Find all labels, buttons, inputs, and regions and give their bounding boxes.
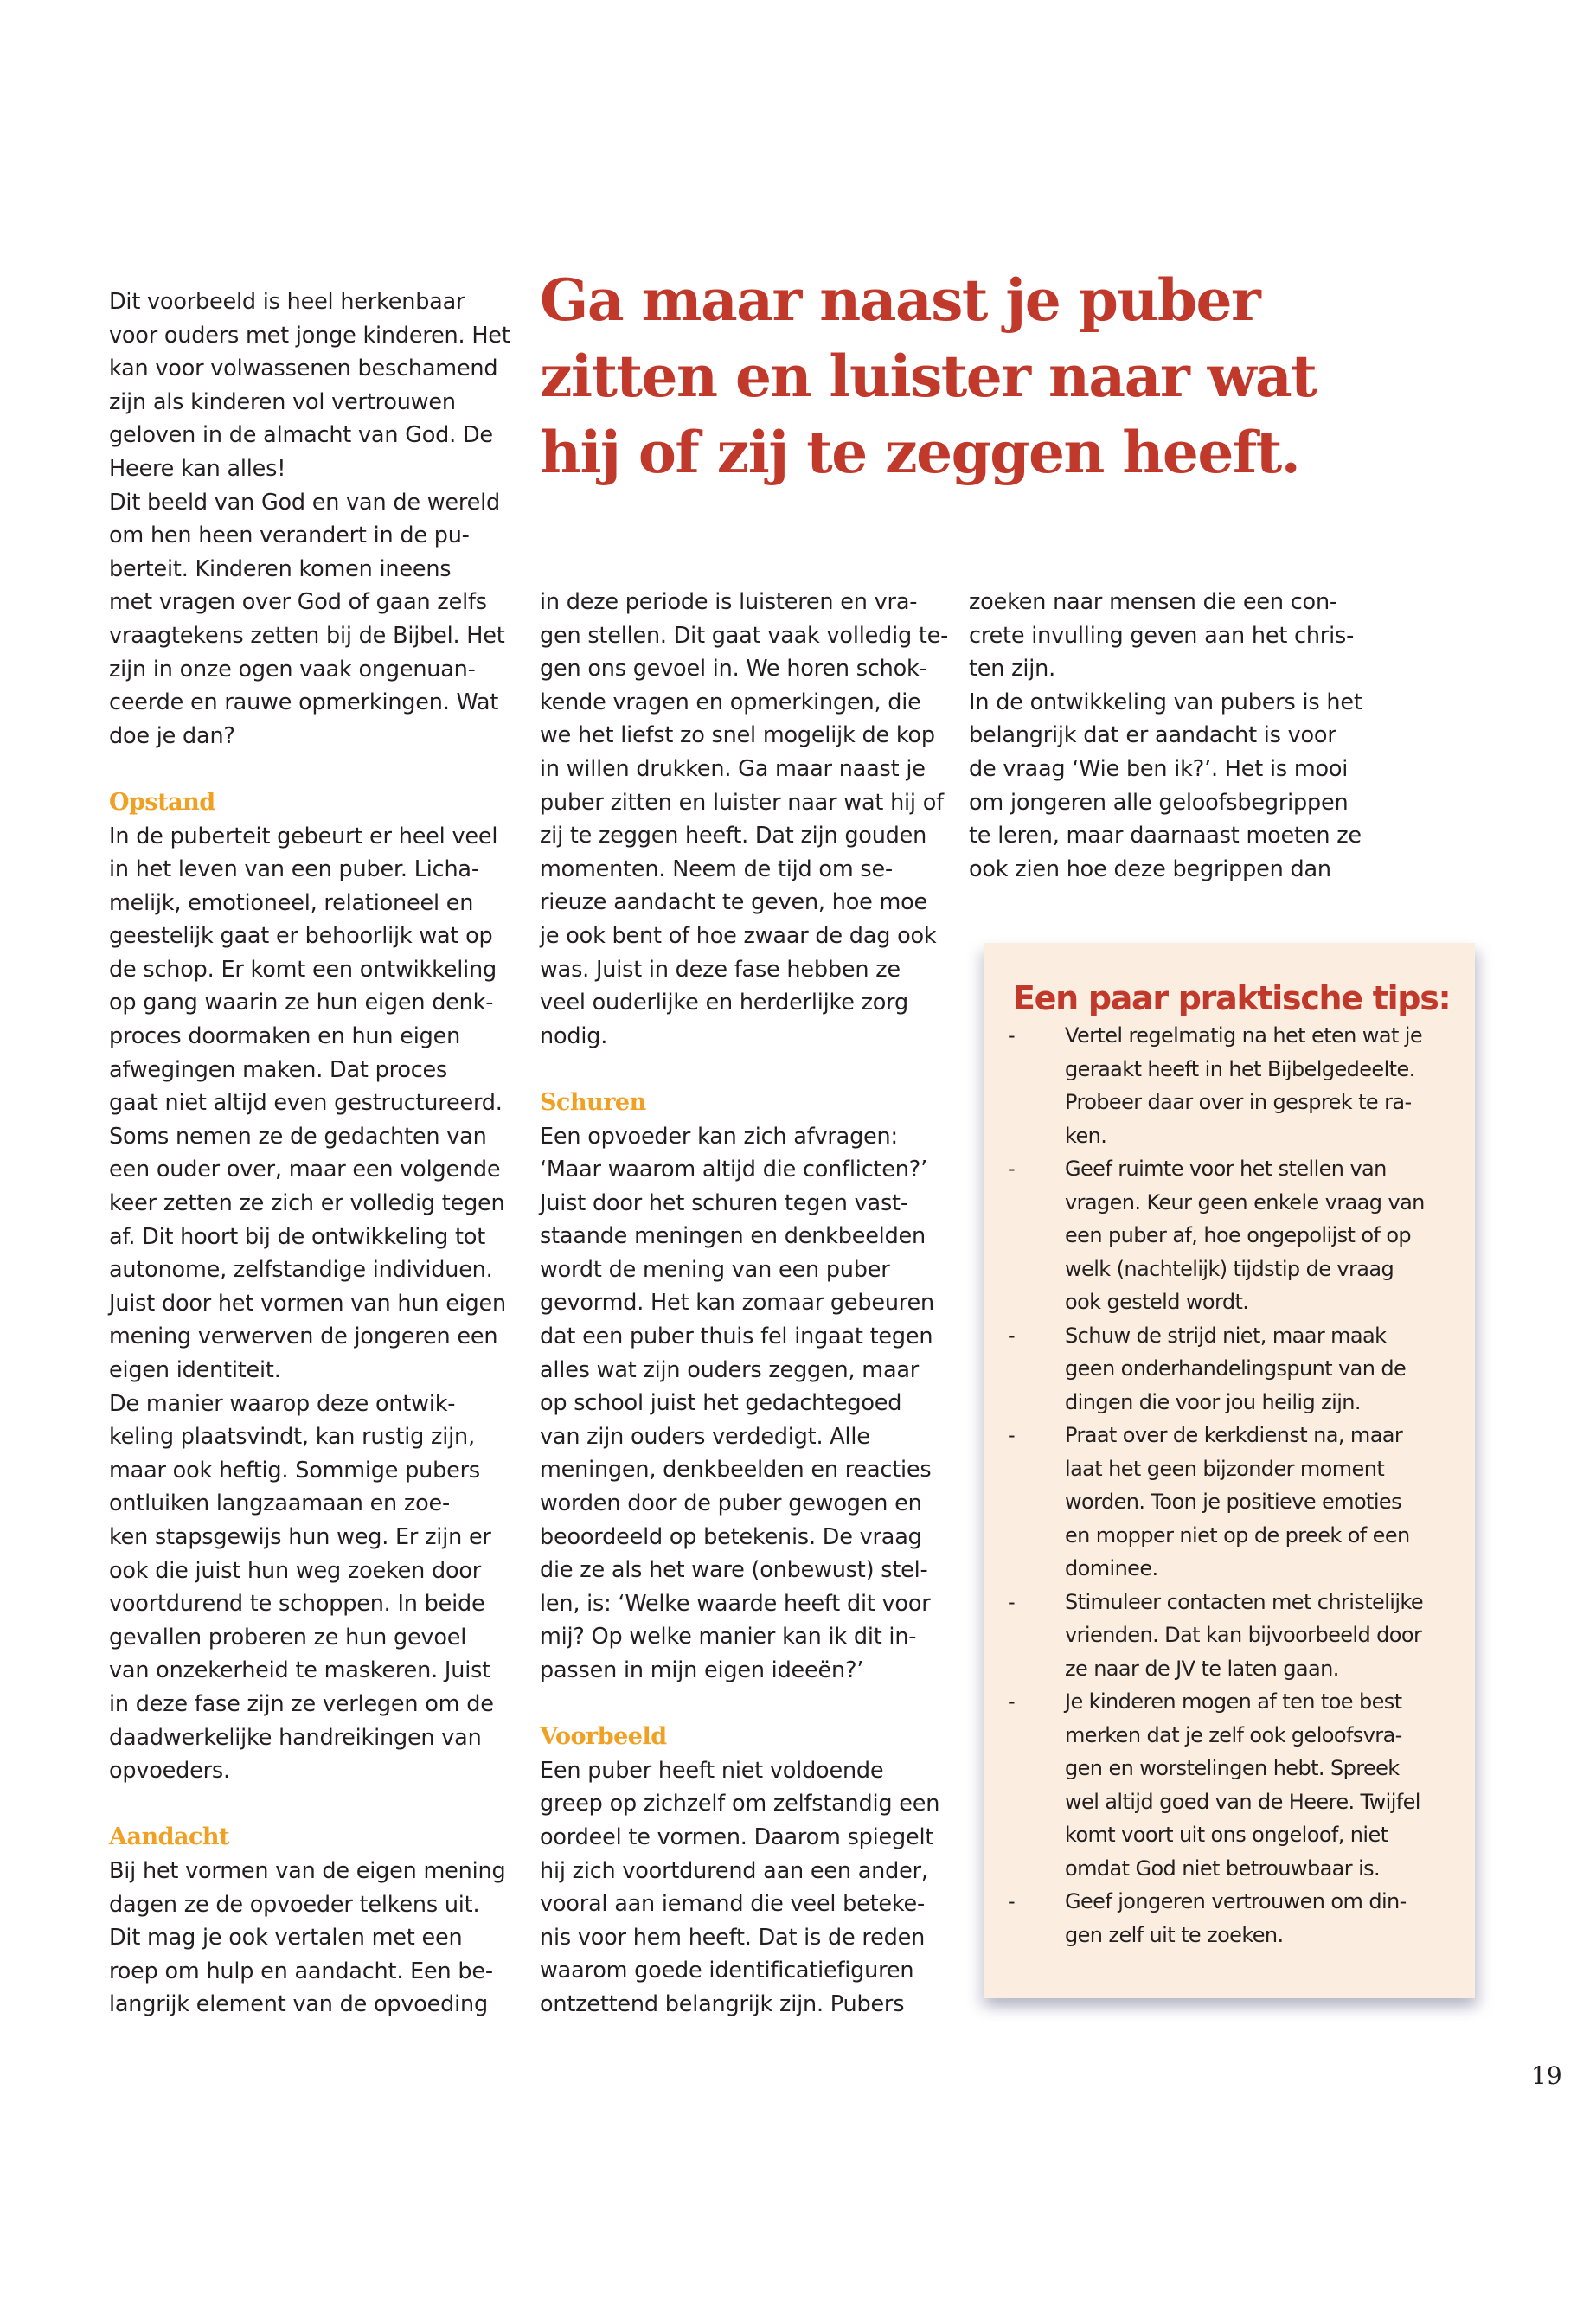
tip-line: vragen. Keur geen enkele vraag van [1065,1189,1425,1215]
text-line: Dit mag je ook vertalen met een [109,1925,463,1952]
dash-bullet-icon: - [1008,1423,1016,1447]
tip-line: ken. [1065,1123,1107,1148]
paragraph-gap [540,1688,946,1721]
tip-line: dingen die voor jou heilig zijn. [1065,1389,1361,1414]
tips-title: Een paar praktische tips: [1013,979,1451,1017]
text-line: ‘Maar waarom altijd die conflicten?’ [540,1157,928,1183]
paragraph-gap [109,753,516,786]
text-line: voortdurend te schoppen. In beide [109,1591,485,1618]
tip-line: Je kinderen mogen af ten toe best [1065,1689,1402,1714]
text-line: waarom goede identificatiefiguren [540,1958,914,1984]
text-line: van onzekerheid te maskeren. Juist [109,1657,490,1684]
tip-line: gen zelf uit te zoeken. [1065,1922,1284,1947]
text-line: Juist door het vormen van hun eigen [109,1290,506,1317]
text-line: in willen drukken. Ga maar naast je [540,755,926,782]
dash-bullet-icon: - [1008,1023,1016,1048]
text-line: Juist door het schuren tegen vast- [540,1189,908,1216]
section-heading: Aandacht [109,1823,229,1851]
text-line: vooral aan iemand die veel beteke- [540,1891,926,1918]
text-line: In de ontwikkeling van pubers is het [969,689,1362,715]
text-line: dagen ze de opvoeder telkens uit. [109,1891,480,1918]
text-line: proces doormaken en hun eigen [109,1023,461,1050]
tip-line: Probeer daar over in gesprek te ra- [1065,1090,1412,1114]
text-line: eigen identiteit. [109,1357,281,1383]
text-line: crete invulling geven aan het chris- [969,622,1355,649]
headline-line: hij of zij te zeggen heeft. [540,419,1300,486]
tip-line: laat het geen bijzonder moment [1065,1456,1385,1481]
text-line: de vraag ‘Wie ben ik?’. Het is mooi [969,755,1349,782]
text-line: ook die juist hun weg zoeken door [109,1557,482,1584]
text-line: we het liefst zo snel mogelijk de kop [540,722,935,749]
tip-line: wel altijd goed van de Heere. Twijfel [1065,1789,1420,1814]
page-number: 19 [1531,2061,1562,2090]
tip-line: vrienden. Dat kan bijvoorbeeld door [1065,1623,1422,1647]
tip-line: en mopper niet op de preek of een [1065,1522,1410,1548]
text-line: was. Juist in deze fase hebben ze [540,956,901,983]
text-line: beoordeeld op betekenis. De vraag [540,1523,922,1550]
text-line: de schop. Er komt een ontwikkeling [109,956,497,983]
tip-line: Geef jongeren vertrouwen om din- [1065,1889,1407,1913]
text-line: maar ook heftig. Sommige pubers [109,1457,480,1484]
tips-list [1008,1019,1466,1952]
text-line: hij zich voortdurend aan een ander, [540,1857,928,1884]
text-line: je ook bent of hoe zwaar de dag ook [540,922,937,949]
paragraph-gap [540,1053,946,1086]
text-line: geestelijk gaat er behoorlijk wat op [109,923,493,950]
text-line: ken stapsgewijs hun weg. Er zijn er [109,1523,491,1550]
tip-line: Vertel regelmatig na het eten wat je [1065,1023,1423,1048]
text-line: zijn in onze ogen vaak ongenuan- [109,656,476,683]
text-line: gen stellen. Dit gaat vaak volledig te- [540,622,949,649]
text-line: die ze als het ware (onbewust) stel- [540,1557,928,1584]
text-line: keling plaatsvindt, kan rustig zijn, [109,1424,475,1451]
text-line: in het leven van een puber. Licha- [109,856,479,883]
tip-line: geen onderhandelingspunt van de [1065,1356,1407,1381]
text-line: greep op zichzelf om zelfstandig een [540,1791,940,1817]
text-line: ook zien hoe deze begrippen dan [969,856,1331,882]
text-line: belangrijk dat er aandacht is voor [969,722,1336,749]
text-line: Heere kan alles! [109,455,286,482]
tip-line: Schuw de strijd niet, maar maak [1065,1323,1387,1348]
text-line: momenten. Neem de tijd om se- [540,856,893,882]
text-line: een ouder over, maar een volgende [109,1157,501,1183]
text-line: te leren, maar daarnaast moeten ze [969,823,1362,849]
tip-line: omdat God niet betrouwbaar is. [1065,1856,1381,1881]
text-line: gen ons gevoel in. We horen schok- [540,656,927,683]
text-line: len, is: ‘Welke waarde heeft dit voor [540,1590,931,1617]
tip-line: merken dat je zelf ook geloofsvra- [1065,1722,1402,1747]
text-line: alles wat zijn ouders zeggen, maar [540,1356,920,1383]
text-line: nodig. [540,1022,608,1049]
text-line: ceerde en rauwe opmerkingen. Wat [109,689,499,716]
tip-item [1008,1319,1466,1420]
text-line: langrijk element van de opvoeding [109,1991,488,2018]
text-line: zijn als kinderen vol vertrouwen [109,388,456,415]
section-heading: Schuren [540,1088,646,1116]
text-line: puber zitten en luister naar wat hij of [540,789,944,816]
text-line: De manier waarop deze ontwik- [109,1390,456,1417]
headline-line: Ga maar naast je puber [540,266,1260,334]
section-heading: Opstand [109,788,215,816]
tip-line: geraakt heeft in het Bijbelgedeelte. [1065,1056,1415,1081]
text-line: om jongeren alle geloofsbegrippen [969,789,1349,816]
text-line: van zijn ouders verdedigt. Alle [540,1423,870,1450]
text-line: om hen heen verandert in de pu- [109,522,470,549]
text-line: afwegingen maken. Dat proces [109,1056,448,1083]
text-line: mij? Op welke manier kan ik dit in- [540,1624,917,1650]
text-line: keer zetten ze zich er volledig tegen [109,1190,505,1217]
tips-box [984,943,1475,1998]
text-line: rieuze aandacht te geven, hoe moe [540,889,928,916]
text-line: berteit. Kinderen komen ineens [109,555,452,582]
text-line: zij te zeggen heeft. Dat zijn gouden [540,823,927,849]
text-line: melijk, emotioneel, relationeel en [109,889,474,916]
text-line: meningen, denkbeelden en reacties [540,1457,932,1484]
paragraph-gap [109,1788,516,1822]
text-line: ten zijn. [969,656,1055,683]
article-column-right [969,586,1375,886]
tip-line: komt voort uit ons ongeloof, niet [1065,1823,1388,1847]
section-heading: Voorbeeld [540,1723,667,1751]
text-line: dat een puber thuis fel ingaat tegen [540,1324,933,1350]
text-line: in deze fase zijn ze verlegen om de [109,1690,494,1717]
text-line: kan voor volwassenen beschamend [109,356,498,382]
pull-quote-headline [540,262,1318,490]
text-line: geloven in de almacht van God. De [109,422,493,449]
text-line: autonome, zelfstandige individuen. [109,1257,493,1284]
tip-line: Praat over de kerkdienst na, maar [1065,1423,1403,1447]
text-line: ontluiken langzaamaan en zoe- [109,1490,450,1517]
text-line: af. Dit hoort bij de ontwikkeling tot [109,1223,486,1250]
tip-item [1008,1885,1466,1952]
text-line: gevallen proberen ze hun gevoel [109,1624,467,1650]
dash-bullet-icon: - [1008,1689,1016,1714]
text-line: In de puberteit gebeurt er heel veel [109,823,498,849]
text-line: wordt de mening van een puber [540,1256,890,1283]
text-line: daadwerkelijke handreikingen van [109,1724,482,1751]
tip-line: welk (nachtelijk) tijdstip de vraag [1065,1256,1394,1281]
tip-line: een puber af, hoe ongepolijst of op [1065,1223,1412,1247]
text-line: mening verwerven de jongeren een [109,1324,498,1350]
dash-bullet-icon: - [1008,1889,1016,1913]
text-line: opvoeders. [109,1758,230,1785]
text-line: Een opvoeder kan zich afvragen: [540,1123,898,1150]
article-column-left [109,285,516,2022]
tip-line: ook gesteld wordt. [1065,1290,1249,1314]
dash-bullet-icon: - [1008,1323,1016,1348]
tip-line: gen en worstelingen hebt. Spreek [1065,1756,1400,1780]
text-line: roep om hulp en aandacht. Een be- [109,1958,493,1984]
text-line: Dit beeld van God en van de wereld [109,489,500,516]
headline-line: zitten en luister naar wat [540,343,1317,410]
text-line: passen in mijn eigen ideeën?’ [540,1657,864,1683]
tip-item [1008,1419,1466,1586]
text-line: Bij het vormen van de eigen mening [109,1857,506,1884]
text-line: staande meningen en denkbeelden [540,1223,926,1250]
text-line: worden door de puber gewogen en [540,1490,922,1517]
dash-bullet-icon: - [1008,1157,1016,1181]
text-line: gaat niet altijd even gestructureerd. [109,1090,503,1117]
text-line: Dit voorbeeld is heel herkenbaar [109,289,465,315]
tip-line: dominee. [1065,1556,1158,1580]
text-line: oordeel te vormen. Daarom spiegelt [540,1823,934,1850]
tip-line: worden. Toon je positieve emoties [1065,1490,1401,1514]
text-line: zoeken naar mensen die een con- [969,589,1337,615]
text-line: gevormd. Het kan zomaar gebeuren [540,1290,934,1317]
text-line: nis voor hem heeft. Dat is de reden [540,1924,926,1951]
text-line: vraagtekens zetten bij de Bijbel. Het [109,622,505,649]
tip-line: Stimuleer contacten met christelijke [1065,1589,1424,1614]
tip-item [1008,1152,1466,1319]
text-line: ontzettend belangrijk zijn. Pubers [540,1990,905,2017]
tip-line: ze naar de JV te laten gaan. [1065,1656,1339,1681]
tip-item [1008,1019,1466,1152]
text-line: voor ouders met jonge kinderen. Het [109,322,510,349]
text-line: op school juist het gedachtegoed [540,1390,902,1417]
tip-item [1008,1586,1466,1686]
text-line: veel ouderlijke en herderlijke zorg [540,990,909,1016]
text-line: met vragen over God of gaan zelfs [109,589,487,616]
text-line: kende vragen en opmerkingen, die [540,689,921,715]
article-column-middle [540,586,949,2022]
dash-bullet-icon: - [1008,1589,1016,1614]
text-line: Een puber heeft niet voldoende [540,1757,884,1784]
text-line: doe je dan? [109,722,235,749]
text-line: in deze periode is luisteren en vra- [540,589,918,615]
tip-item [1008,1685,1466,1885]
text-line: Soms nemen ze de gedachten van [109,1123,487,1150]
text-line: op gang waarin ze hun eigen denk- [109,990,494,1016]
tip-line: Geef ruimte voor het stellen van [1065,1157,1387,1181]
